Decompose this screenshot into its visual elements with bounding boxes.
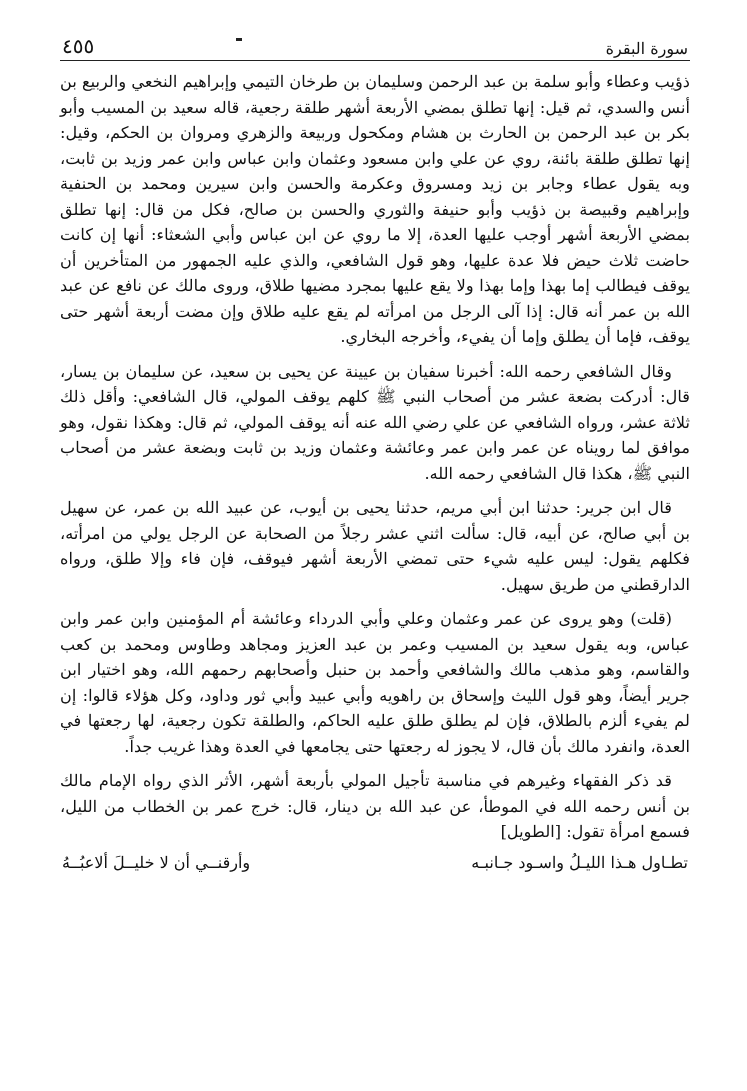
verse-second-hemistich: وأرقنــي أن لا خليــلَ ألاعبُــهُ — [62, 852, 251, 872]
page-header — [60, 28, 690, 61]
paragraph-5: قد ذكر الفقهاء وغيرهم في مناسبة تأجيل المولي بأربعة أشهر، الأثر الذي رواه الإمام مالك بن أنس رحمه الله في الموطأ، عن عبد الله بن دينار، قال: خرج عمر بن الخطاب من الليل، فسمع امرأة تقول: [الطويل] — [60, 771, 690, 841]
page-number: ٤٥٥ — [62, 34, 95, 58]
page-body — [60, 69, 690, 872]
paragraph-1: ذؤيب وعطاء وأبو سلمة بن عبد الرحمن وسليمان بن طرخان التيمي وإبراهيم النخعي والربيع بن أنس والسدي، ثم قيل: إنها تطلق بمضي الأربعة أشهر طلقة رجعية، قاله سعيد بن المسيب وأبو بكر بن عبد الرحمن بن الحارث بن هشام ومكحول وربيعة والزهري ومروان بن الحكم، وقيل: إنها تطلق طلقة بائنة، روي عن علي وابن مسعود وعثمان وابن عباس وابن عمر وزيد بن ثابت، وبه يقول عطاء وجابر بن زيد ومسروق وعكرمة والحسن وابن سيرين ومحمد بن الحنفية وإبراهيم وقبيصة بن ذؤيب وأبو حنيفة والثوري والحسن بن صالح، فكل من قال: إنها تطلق بمضي الأربعة أشهر أوجب عليها العدة، إلا ما روي عن ابن عباس وأبي الشعثاء: أنها إن كانت حاضت ثلاث حيض فلا عدة عليها، وهو قول الشافعي، والذي عليه الجمهور من المتأخرين أن يوقف فيطالب إما بهذا وإما بهذا ولا يقع عليها بمجرد مضيها طلاق، وروى مالك عن نافع عن عبد الله بن عمر أنه قال: إذا آلى الرجل من امرأته لم يقع عليه طلاق وإن مضت أربعة أشهر حتى يوقف، فإما أن يطلق وإما أن يفيء، وأخرجه البخاري. — [60, 72, 690, 346]
paragraph-4: (قلت) وهو يروى عن عمر وعثمان وعلي وأبي الدرداء وعائشة أم المؤمنين وابن عمر وابن عباس، وبه يقول سعيد بن المسيب وعمر بن عبد العزيز ومجاهد وطاوس ومحمد بن كعب والقاسم، وهو مذهب مالك والشافعي وأحمد بن حنبل وأصحابهم رحمهم الله، وهو اختيار ابن جرير أيضاً، وهو قول الليث وإسحاق بن راهويه وأبي عبيد وأبي ثور وداود، وكل هؤلاء قالوا: إن لم يفيء ألزم بالطلاق، فإن لم يطلق طلق عليه الحاكم، والطلقة تكون رجعية، لها رجعتها في العدة، وانفرد مالك بأن قال، لا يجوز له رجعتها حتى يجامعها في العدة وهذا غريب جداً. — [60, 609, 690, 756]
paragraph-3: قال ابن جرير: حدثنا ابن أبي مريم، حدثنا يحيى بن أيوب، عن عبيد الله بن عمر، عن سهيل بن أبي صالح، عن أبيه، قال: سألت اثني عشر رجلاً من الصحابة عن الرجل يولي من امرأته، فكلهم يقول: ليس عليه شيء حتى تمضي الأربعة أشهر فيوقف، فإن فاء وإلا طلق، ورواه الدارقطني من طريق سهيل. — [60, 498, 690, 594]
verse-first-hemistich: تطـاول هـذا الليـلُ واسـود جـانبـه — [471, 852, 688, 872]
poem-verse — [60, 853, 690, 872]
paragraph-2: وقال الشافعي رحمه الله: أخبرنا سفيان بن عيينة عن يحيى بن سعيد، عن سليمان بن يسار، قال: أدركت بضعة عشر من أصحاب النبي ﷺ كلهم يوقف المولي، قال الشافعي: وأقل ذلك ثلاثة عشر، ورواه الشافعي عن علي رضي الله عنه أنه يوقف المولي، ثم قال: وهكذا نقول، وهو موافق لما رويناه عن عمر وابن عمر وعائشة وعثمان وزيد بن ثابت وبضعة عشر من أصحاب النبي ﷺ، هكذا قال الشافعي رحمه الله. — [60, 361, 690, 483]
book-page — [60, 28, 690, 872]
surah-title: سورة البقرة — [605, 39, 688, 58]
